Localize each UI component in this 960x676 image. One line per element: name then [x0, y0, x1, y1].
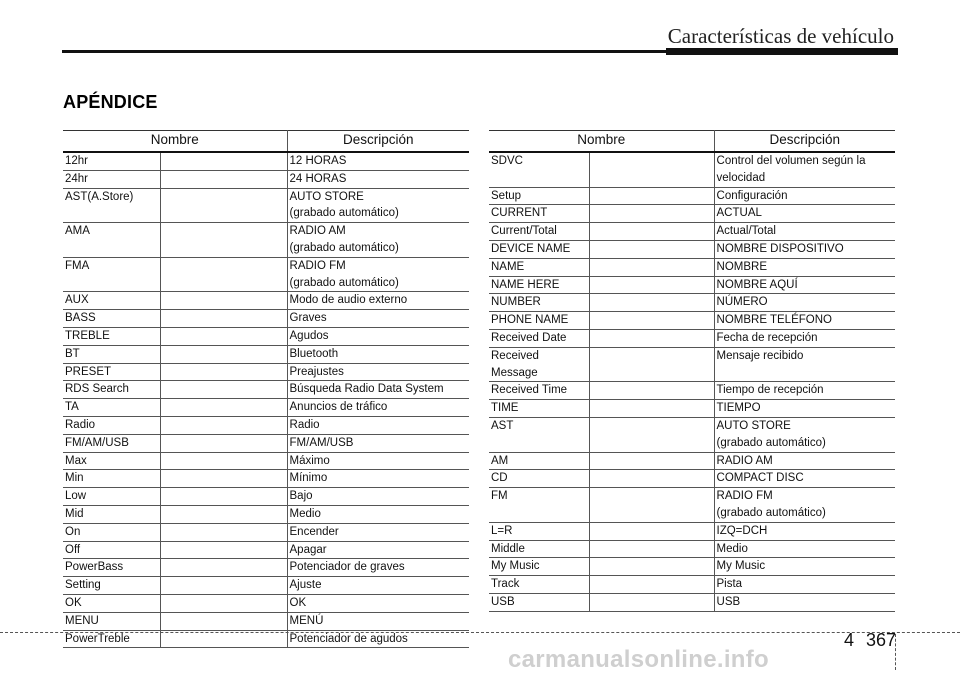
table-row: [63, 559, 469, 577]
term-description-text: NOMBRE: [716, 260, 767, 273]
term-spacer: [160, 594, 287, 612]
term-name-text: NAME HERE: [491, 278, 560, 291]
table-header-row: [489, 131, 895, 153]
term-spacer: [589, 522, 714, 540]
term-name-text: OK: [65, 596, 82, 609]
table-row: [63, 345, 469, 363]
term-description: [714, 258, 895, 276]
table-row: [489, 540, 895, 558]
term-spacer: [589, 223, 714, 241]
term-spacer: [589, 540, 714, 558]
page-number-value: 367: [865, 630, 896, 650]
term-name-text: RDS Search: [65, 383, 129, 396]
section-title: APÉNDICE: [63, 92, 158, 112]
term-description: [287, 612, 469, 630]
chapter-number: 4: [843, 630, 854, 650]
term-spacer: [160, 470, 287, 488]
term-name-text: AMA: [65, 225, 90, 238]
term-description: [714, 417, 895, 452]
term-name-text: TREBLE: [65, 329, 110, 342]
term-description: [287, 381, 469, 399]
table-row: [489, 558, 895, 576]
term-name-text: AM: [491, 454, 509, 467]
term-name-text: Received Message: [491, 349, 539, 379]
term-description: [287, 452, 469, 470]
term-description: [287, 505, 469, 523]
term-description: [287, 310, 469, 328]
page-header-title: Características de vehículo: [667, 24, 894, 48]
term-name-text: FM/AM/USB: [65, 436, 129, 449]
table-row: [63, 577, 469, 595]
term-description-text: 24 HORAS: [289, 172, 347, 185]
table-row: [489, 417, 895, 452]
term-name-text: DEVICE NAME: [491, 242, 571, 255]
term-description: [287, 327, 469, 345]
table-row: [63, 416, 469, 434]
term-description-text: NOMBRE DISPOSITIVO: [716, 242, 844, 255]
term-name-text: Track: [491, 578, 520, 591]
header-rule: [62, 50, 666, 53]
term-spacer: [160, 577, 287, 595]
table-row: [489, 240, 895, 258]
term-name: [63, 363, 160, 381]
term-name-text: AST: [491, 419, 514, 432]
watermark: carmanualsonline.info: [508, 646, 770, 673]
term-name-text: PHONE NAME: [491, 314, 569, 327]
term-description: [714, 400, 895, 418]
table-row: [489, 276, 895, 294]
term-name-text: FM: [491, 490, 508, 503]
table-row: [489, 488, 895, 523]
term-name-text: USB: [491, 595, 515, 608]
term-description-text: USB: [716, 595, 741, 608]
term-spacer: [589, 347, 714, 382]
table-row: [63, 257, 469, 292]
term-spacer: [160, 381, 287, 399]
table-row: [63, 470, 469, 488]
term-description-text: Mensaje recibido: [716, 349, 804, 362]
table-header-row: [63, 131, 469, 153]
term-description-text: Radio: [289, 418, 320, 431]
term-description: [714, 540, 895, 558]
table-row: [63, 327, 469, 345]
glossary-table-left: [63, 130, 469, 648]
term-name: [63, 327, 160, 345]
term-description-text: AUTO STORE (grabado automático): [289, 190, 399, 220]
term-description: [287, 399, 469, 417]
term-name-text: L=R: [491, 524, 513, 537]
term-name-text: Mid: [65, 507, 84, 520]
term-description: [714, 347, 895, 382]
term-spacer: [160, 452, 287, 470]
table-row: [489, 223, 895, 241]
term-name: [63, 292, 160, 310]
term-description-text: FM/AM/USB: [289, 436, 354, 449]
term-spacer: [589, 382, 714, 400]
term-spacer: [160, 188, 287, 223]
term-description-text: Potenciador de graves: [289, 561, 405, 574]
term-description: [714, 276, 895, 294]
term-name: [489, 205, 589, 223]
term-name-text: CURRENT: [491, 207, 548, 220]
term-description: [714, 576, 895, 594]
term-description: [714, 452, 895, 470]
table-row: [489, 522, 895, 540]
term-spacer: [589, 470, 714, 488]
table-row: [63, 363, 469, 381]
term-description-text: NOMBRE AQUÍ: [716, 278, 798, 291]
term-name: [63, 310, 160, 328]
term-name-text: SDVC: [491, 155, 523, 167]
table-row: [489, 187, 895, 205]
term-name-text: PRESET: [65, 365, 112, 378]
term-name: [489, 400, 589, 418]
term-name-text: BASS: [65, 312, 96, 325]
term-spacer: [160, 416, 287, 434]
term-description-text: AUTO STORE (grabado automático): [716, 419, 826, 449]
table-row: [63, 188, 469, 223]
term-name: [489, 294, 589, 312]
term-description: [714, 593, 895, 611]
term-name: [63, 559, 160, 577]
table-row: [63, 594, 469, 612]
table-row: [489, 382, 895, 400]
term-name-text: TIME: [491, 402, 519, 415]
term-name-text: Low: [65, 490, 87, 503]
term-name: [489, 329, 589, 347]
term-description-text: RADIO AM: [716, 454, 773, 467]
table-row: [489, 470, 895, 488]
term-description: [714, 382, 895, 400]
term-name-text: PowerBass: [65, 561, 124, 574]
table-row: [489, 452, 895, 470]
term-spacer: [589, 187, 714, 205]
term-name: [63, 470, 160, 488]
term-name-text: My Music: [491, 560, 540, 573]
term-description: [287, 470, 469, 488]
term-name: [489, 558, 589, 576]
term-description-text: Máximo: [289, 454, 330, 467]
term-description-text: Modo de audio externo: [289, 294, 408, 307]
term-name: [63, 523, 160, 541]
term-name: [489, 240, 589, 258]
term-description-text: TIEMPO: [716, 402, 761, 415]
term-description-text: Pista: [716, 578, 743, 591]
table-row: [63, 223, 469, 258]
term-name: [63, 257, 160, 292]
term-spacer: [589, 488, 714, 523]
table-row: [63, 381, 469, 399]
term-description-text: Preajustes: [289, 365, 344, 378]
table-row: [489, 258, 895, 276]
term-description: [287, 170, 469, 188]
term-description: [714, 470, 895, 488]
term-description-text: Bajo: [289, 490, 313, 503]
term-name: [63, 223, 160, 258]
term-spacer: [160, 345, 287, 363]
table-row: [63, 310, 469, 328]
term-description: [287, 577, 469, 595]
term-name: [489, 223, 589, 241]
term-description-text: Bluetooth: [289, 347, 339, 360]
term-spacer: [160, 434, 287, 452]
table-row: [489, 152, 895, 187]
term-spacer: [589, 276, 714, 294]
term-name-text: Setting: [65, 579, 101, 592]
term-description-text: Medio: [289, 507, 321, 520]
term-name-text: Received Date: [491, 331, 567, 344]
term-description-text: OK: [289, 596, 307, 609]
term-name: [489, 417, 589, 452]
term-description: [287, 188, 469, 223]
column-header-description: Descripción: [287, 131, 469, 153]
term-description: [714, 558, 895, 576]
term-description: [714, 240, 895, 258]
term-spacer: [160, 399, 287, 417]
term-spacer: [160, 523, 287, 541]
term-name: [63, 577, 160, 595]
term-description-text: IZQ=DCH: [716, 524, 768, 537]
term-spacer: [160, 541, 287, 559]
term-spacer: [589, 452, 714, 470]
table-row: [489, 294, 895, 312]
term-description: [287, 223, 469, 258]
term-description: [287, 434, 469, 452]
term-spacer: [589, 329, 714, 347]
term-description: [287, 363, 469, 381]
term-description-text: Medio: [716, 542, 748, 555]
term-description: [287, 416, 469, 434]
term-description: [714, 187, 895, 205]
term-description: [287, 345, 469, 363]
term-name-text: TA: [65, 401, 79, 414]
term-description-text: Potenciador de agudos: [289, 632, 408, 645]
table-body-right: [489, 152, 895, 611]
term-description-text: Apagar: [289, 543, 327, 556]
term-spacer: [589, 258, 714, 276]
term-spacer: [589, 240, 714, 258]
term-description-text: NOMBRE TELÉFONO: [716, 314, 832, 327]
term-name: [63, 488, 160, 506]
term-spacer: [160, 612, 287, 630]
term-name: [63, 594, 160, 612]
term-description-text: Graves: [289, 312, 327, 325]
term-description-text: Mínimo: [289, 472, 328, 485]
term-description-text: Fecha de recepción: [716, 331, 818, 344]
term-spacer: [160, 559, 287, 577]
term-name-text: Setup: [491, 189, 522, 202]
term-name: [63, 612, 160, 630]
term-name: [489, 593, 589, 611]
term-description: [714, 329, 895, 347]
term-description-text: 12 HORAS: [289, 155, 347, 167]
table-row: [63, 452, 469, 470]
term-name-text: PowerTreble: [65, 632, 130, 645]
term-spacer: [589, 152, 714, 187]
table-row: [63, 170, 469, 188]
term-name-text: FMA: [65, 259, 90, 272]
term-description: [287, 292, 469, 310]
term-name-text: 24hr: [65, 172, 89, 185]
term-name: [489, 576, 589, 594]
term-spacer: [160, 505, 287, 523]
term-name-text: AUX: [65, 294, 89, 307]
term-description-text: Control del volumen según la velocidad: [716, 155, 866, 184]
term-name: [489, 452, 589, 470]
term-spacer: [160, 152, 287, 170]
table-row: [63, 399, 469, 417]
term-description: [287, 541, 469, 559]
term-name: [489, 470, 589, 488]
term-spacer: [589, 205, 714, 223]
table-row: [63, 488, 469, 506]
term-description: [287, 523, 469, 541]
term-description-text: Ajuste: [289, 579, 322, 592]
term-name-text: Radio: [65, 418, 96, 431]
term-name-text: MENU: [65, 614, 99, 627]
term-spacer: [589, 312, 714, 330]
term-name: [489, 522, 589, 540]
term-description-text: MENÚ: [289, 614, 324, 627]
term-description-text: Configuración: [716, 189, 788, 202]
term-spacer: [589, 400, 714, 418]
term-description: [714, 223, 895, 241]
term-spacer: [160, 363, 287, 381]
term-name: [489, 258, 589, 276]
table-row: [489, 347, 895, 382]
term-name-text: CD: [491, 472, 508, 485]
term-spacer: [160, 488, 287, 506]
term-name: [63, 505, 160, 523]
term-description: [714, 205, 895, 223]
term-name: [489, 540, 589, 558]
term-name-text: Current/Total: [491, 225, 557, 238]
term-name: [489, 312, 589, 330]
term-name: [63, 416, 160, 434]
table-row: [63, 152, 469, 170]
term-name-text: 12hr: [65, 155, 89, 167]
table-row: [489, 576, 895, 594]
term-spacer: [589, 417, 714, 452]
term-description: [714, 488, 895, 523]
term-description: [287, 488, 469, 506]
term-description: [287, 152, 469, 170]
term-name: [63, 188, 160, 223]
term-name: [489, 187, 589, 205]
term-description-text: My Music: [716, 560, 766, 573]
term-name: [63, 345, 160, 363]
term-name: [63, 399, 160, 417]
term-name-text: On: [65, 525, 81, 538]
table-row: [489, 593, 895, 611]
term-description-text: RADIO FM (grabado automático): [716, 490, 826, 519]
term-name: [63, 170, 160, 188]
page-number: [844, 630, 896, 651]
term-description-text: Actual/Total: [716, 225, 776, 238]
table-body-left: [63, 152, 469, 648]
term-name-text: Min: [65, 472, 84, 485]
term-description-text: ACTUAL: [716, 207, 762, 220]
term-name: [63, 381, 160, 399]
term-name: [489, 382, 589, 400]
term-description-text: Anuncios de tráfico: [289, 401, 388, 414]
table-row: [489, 329, 895, 347]
term-name: [489, 488, 589, 523]
term-description-text: RADIO FM (grabado automático): [289, 259, 399, 289]
term-spacer: [160, 170, 287, 188]
term-spacer: [589, 558, 714, 576]
term-name: [489, 276, 589, 294]
column-header-name: Nombre: [63, 131, 287, 153]
term-name-text: Max: [65, 454, 87, 467]
term-description-text: Encender: [289, 525, 339, 538]
footer-divider: [0, 632, 960, 633]
term-description-text: COMPACT DISC: [716, 472, 804, 485]
table-row: [489, 205, 895, 223]
term-name: [489, 152, 589, 187]
term-description-text: Búsqueda Radio Data System: [289, 383, 444, 396]
term-name-text: Middle: [491, 542, 525, 555]
term-description-text: RADIO AM (grabado automático): [289, 225, 399, 254]
column-header-description: Descripción: [714, 131, 895, 153]
term-name-text: NUMBER: [491, 296, 541, 309]
term-description: [287, 257, 469, 292]
term-name: [63, 541, 160, 559]
term-name: [63, 452, 160, 470]
term-name-text: Off: [65, 543, 81, 556]
term-name: [63, 152, 160, 170]
table-row: [489, 400, 895, 418]
term-spacer: [160, 223, 287, 258]
term-name-text: Received Time: [491, 384, 568, 397]
table-row: [63, 541, 469, 559]
term-description: [714, 152, 895, 187]
table-row: [63, 434, 469, 452]
table-row: [63, 523, 469, 541]
glossary-table-right: [489, 130, 895, 612]
header-bar: [666, 48, 898, 55]
term-spacer: [160, 257, 287, 292]
term-spacer: [160, 310, 287, 328]
term-name-text: AST(A.Store): [65, 190, 134, 203]
term-name-text: NAME: [491, 260, 525, 273]
column-header-name: Nombre: [489, 131, 714, 153]
term-description-text: Tiempo de recepción: [716, 384, 824, 397]
term-description: [714, 522, 895, 540]
term-description: [714, 312, 895, 330]
term-spacer: [589, 294, 714, 312]
term-name: [489, 347, 589, 382]
term-name: [63, 434, 160, 452]
table-row: [63, 505, 469, 523]
term-description-text: NÚMERO: [716, 296, 768, 309]
term-spacer: [589, 593, 714, 611]
term-description-text: Agudos: [289, 329, 329, 342]
term-description: [287, 594, 469, 612]
table-row: [489, 312, 895, 330]
term-description: [287, 559, 469, 577]
term-description: [714, 294, 895, 312]
table-row: [63, 292, 469, 310]
term-name-text: BT: [65, 347, 80, 360]
term-spacer: [160, 327, 287, 345]
term-spacer: [589, 576, 714, 594]
term-spacer: [160, 292, 287, 310]
table-row: [63, 612, 469, 630]
